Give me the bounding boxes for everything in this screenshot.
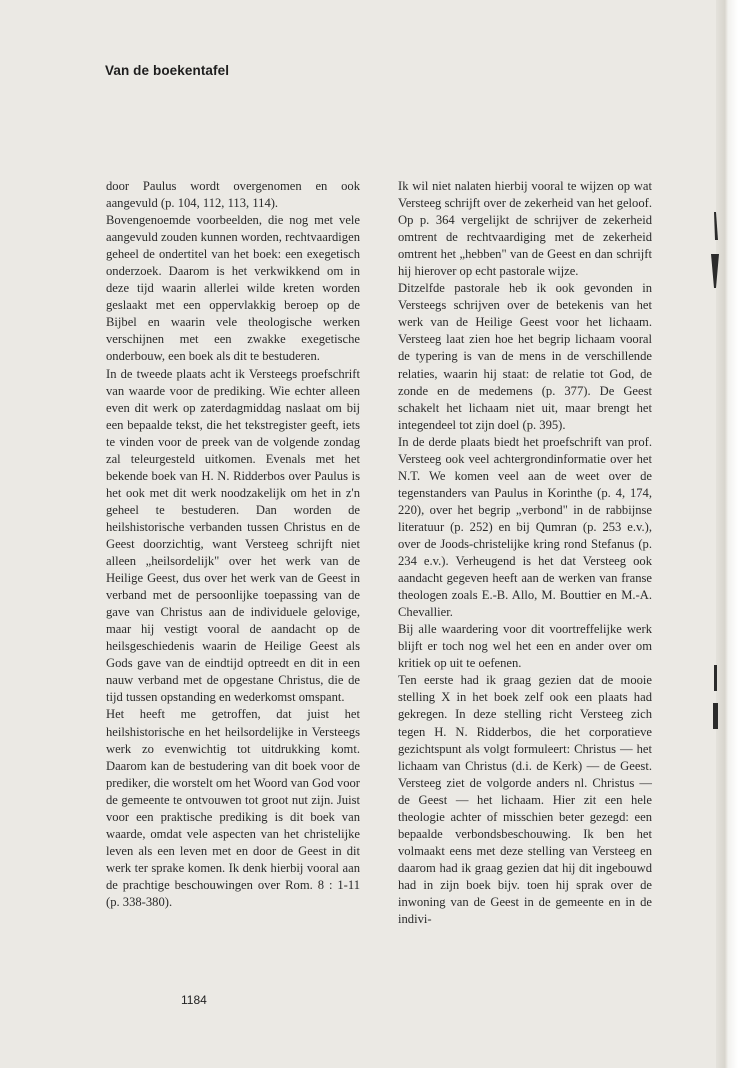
- paragraph: door Paulus wordt overgenomen en ook aangevuld (p. 104, 112, 113, 114).: [106, 179, 360, 211]
- paragraph: Het heeft me getroffen, dat juist het heilshistorische en het heilsordelijke in Versteegs werk zo evenwichtig tot uitdrukking komt. Daarom kan de bestudering van dit boek voor de prediker, die worstelt om het Woord van God voor de gemeente te ontvouwen tot groot nut zijn. Juist voor een praktische prediking is dit boek van waarde, omdat vele aspecten van het christelijke leven als een leven met en door de Geest in dit werk ter sprake komen. Ik denk hierbij vooral aan de prachtige beschouwingen over Rom. 8 : 1-11 (p. 338-380).: [106, 707, 360, 909]
- paragraph: In de tweede plaats acht ik Versteegs proefschrift van waarde voor de prediking. Wie echter alleen even dit werk op zaterdagmiddag naslaat om bij een bepaalde tekst, die het tekstregister geeft, iets te vinden voor de preek van de volgende zondag zal teleurgesteld uitkomen. Evenals met het bekende boek van H. N. Ridderbos over Paulus is het ook met dit werk noodzakelijk om het in z'n geheel te bestuderen. Dan worden de heilshistorische verbanden tussen Christus en de Geest doorzichtig, want Versteeg schrijft niet alleen „heilsordelijk" over het werk van de Heilige Geest, dus over het werk van de Geest in verband met de persoonlijke toepassing van de gave van Christus aan de individuele gelovige, maar hij vestigt vooral de aandacht op de heilsgeschiedenis waarin de Heilige Geest als Gods gave van de eindtijd optreedt en dit in een nauw verband met de opgestane Christus, die de tijd tussen opstanding en wederkomst omspant.: [106, 366, 360, 705]
- paragraph: Ten eerste had ik graag gezien dat de mooie stelling X in het boek zelf ook een plaats had gekregen. In deze stelling richt Versteeg zich tegen H. N. Ridderbos, die het corporatieve gezichtspunt als volgt formuleert: Christus — het lichaam van Christus (d.i. de Kerk) — de Geest. Versteeg ziet de volgorde anders nl. Christus — de Geest — het lichaam. Hier zit een hele theologie achter of misschien beter gezegd: een bepaalde verbondsbeschouwing. Ik ben het volmaakt eens met deze stelling van Versteeg en daarom had ik graag gezien dat hij dit ingebouwd had in zijn boek bijv. toen hij sprak over de inwoning van de Geest in de gemeente en in de indivi-: [398, 673, 652, 927]
- scan-artifact-mark: [710, 665, 720, 731]
- right-column: [398, 178, 652, 928]
- page-number: 1184: [181, 993, 207, 1007]
- paragraph: Ditzelfde pastorale heb ik ook gevonden in Versteegs schrijven over de betekenis van het werk van de Heilige Geest voor het lichaam. Versteeg laat zien hoe het begrip lichaam vooral de typering is van de mens in de verschillende relaties, waarin hij staat: de relatie tot God, de zonde en de medemens (p. 377). De Geest schakelt het lichaam niet uit, maar brengt het integendeel tot zijn doel (p. 395).: [398, 281, 652, 432]
- paragraph: In de derde plaats biedt het proefschrift van prof. Versteeg ook veel achtergrondinformatie over het N.T. We komen veel aan de weet over de tegenstanders van Paulus in Korinthe (p. 4, 174, 220), over het begrip „verbond" in de rabbijnse literatuur (p. 252) en bij Qumran (p. 253 e.v.), over de Joods-christelijke kring rond Stefanus (p. 234 e.v.). Verheugend is het dat Versteeg ook aandacht gegeven heeft aan de werken van franse theologen zoals E.-B. Allo, M. Bouttier en M.-A. Chevallier.: [398, 434, 652, 620]
- scan-artifact-mark: [708, 210, 722, 290]
- paragraph: Bij alle waardering voor dit voortreffelijke werk blijft er toch nog wel het een en ander over om kritiek op uit te oefenen.: [398, 622, 652, 671]
- section-header: Van de boekentafel: [105, 63, 230, 78]
- page-binding-edge: [716, 0, 738, 1068]
- paragraph: Ik wil niet nalaten hierbij vooral te wijzen op wat Versteeg schrijft over de zekerheid van het geloof. Op p. 364 vergelijkt de schrijver de zekerheid omtrent de rechtvaardiging met de zekerheid omtrent het „hebben" van de Geest en dan schrijft hij hierover op echt pastorale wijze.: [398, 179, 652, 279]
- left-column: [106, 178, 360, 911]
- paragraph: Bovengenoemde voorbeelden, die nog met vele aangevuld zouden kunnen worden, rechtvaardigen geheel de ondertitel van het boek: een exegetisch onderzoek. Daarom is het verkwikkend om in deze tijd waarin allerlei wilde kreten worden geslaakt met een oppervlakkig beroep op de Bijbel en waarin vele theologische werken verschijnen met een zwakke exegetische onderbouw, een boek als dit te bestuderen.: [106, 213, 360, 364]
